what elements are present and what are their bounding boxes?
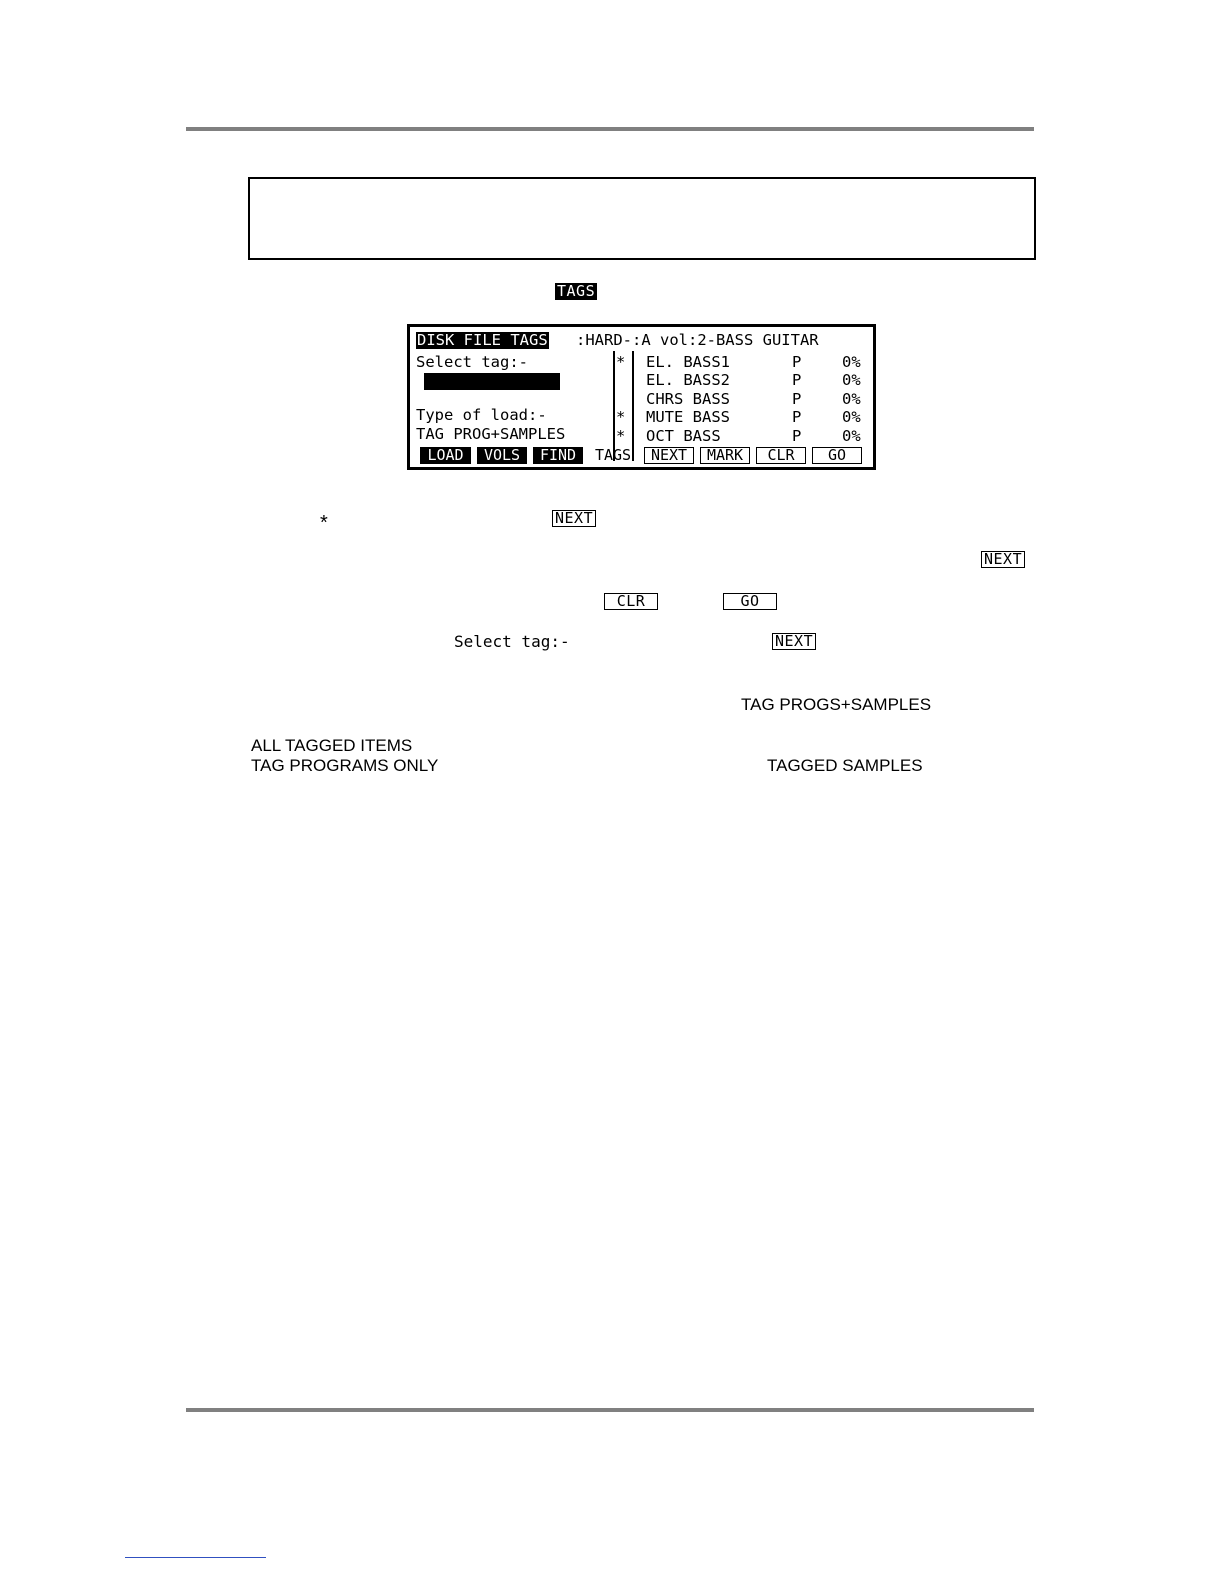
clr-key-reference: CLR <box>604 593 658 610</box>
header-rule <box>186 127 1034 131</box>
softkey-tags[interactable]: TAGS <box>594 446 632 464</box>
file-percent: 0% <box>842 353 861 371</box>
tag-marker: * <box>616 353 626 371</box>
lcd-header-info: :HARD-:A vol:2-BASS GUITAR <box>576 331 819 349</box>
file-name: EL. BASS2 <box>646 371 730 389</box>
file-type: P <box>792 371 802 389</box>
asterisk-symbol: * <box>320 512 328 534</box>
tags-key-reference: TAGS <box>557 282 596 300</box>
type-of-load-value[interactable]: TAG PROG+SAMPLES <box>416 425 566 443</box>
go-key-reference: GO <box>723 593 777 610</box>
lcd-screen <box>407 324 876 470</box>
tag-programs-only-option: TAG PROGRAMS ONLY <box>251 756 439 775</box>
file-name: MUTE BASS <box>646 408 730 426</box>
next-key-reference: NEXT <box>772 633 816 650</box>
softkey-load[interactable]: LOAD <box>420 447 471 464</box>
tag-marker: * <box>616 408 626 426</box>
tag-marker: * <box>616 427 626 445</box>
softkey-vols[interactable]: VOLS <box>477 447 527 464</box>
file-type: P <box>792 390 802 408</box>
file-percent: 0% <box>842 427 861 445</box>
all-tagged-items-option: ALL TAGGED ITEMS <box>251 736 413 755</box>
softkey-go[interactable]: GO <box>812 447 862 464</box>
select-tag-reference: Select tag:- <box>454 632 570 651</box>
file-name: EL. BASS1 <box>646 353 730 371</box>
file-percent: 0% <box>842 390 861 408</box>
tag-progs-samples-option: TAG PROGS+SAMPLES <box>741 695 932 714</box>
tagged-samples-option: TAGGED SAMPLES <box>767 756 923 775</box>
file-type: P <box>792 353 802 371</box>
type-of-load-label: Type of load:- <box>416 406 547 424</box>
file-name: OCT BASS <box>646 427 721 445</box>
file-percent: 0% <box>842 371 861 389</box>
footer-link-underline <box>125 1557 266 1558</box>
softkey-clr[interactable]: CLR <box>756 447 806 464</box>
file-type: P <box>792 427 802 445</box>
list-divider-right <box>632 351 634 461</box>
next-key-reference: NEXT <box>552 510 596 527</box>
list-divider-left <box>613 351 615 461</box>
next-key-reference: NEXT <box>981 551 1025 568</box>
select-tag-label: Select tag:- <box>416 353 528 371</box>
lcd-title: DISK FILE TAGS <box>417 331 548 349</box>
softkey-next[interactable]: NEXT <box>644 447 694 464</box>
file-percent: 0% <box>842 408 861 426</box>
select-tag-value: BASS <box>464 389 502 407</box>
note-box <box>248 177 1036 260</box>
softkey-mark[interactable]: MARK <box>700 447 750 464</box>
select-tag-field[interactable] <box>424 373 560 407</box>
footer-rule <box>186 1408 1034 1412</box>
softkey-find[interactable]: FIND <box>533 447 583 464</box>
file-name: CHRS BASS <box>646 390 730 408</box>
file-type: P <box>792 408 802 426</box>
